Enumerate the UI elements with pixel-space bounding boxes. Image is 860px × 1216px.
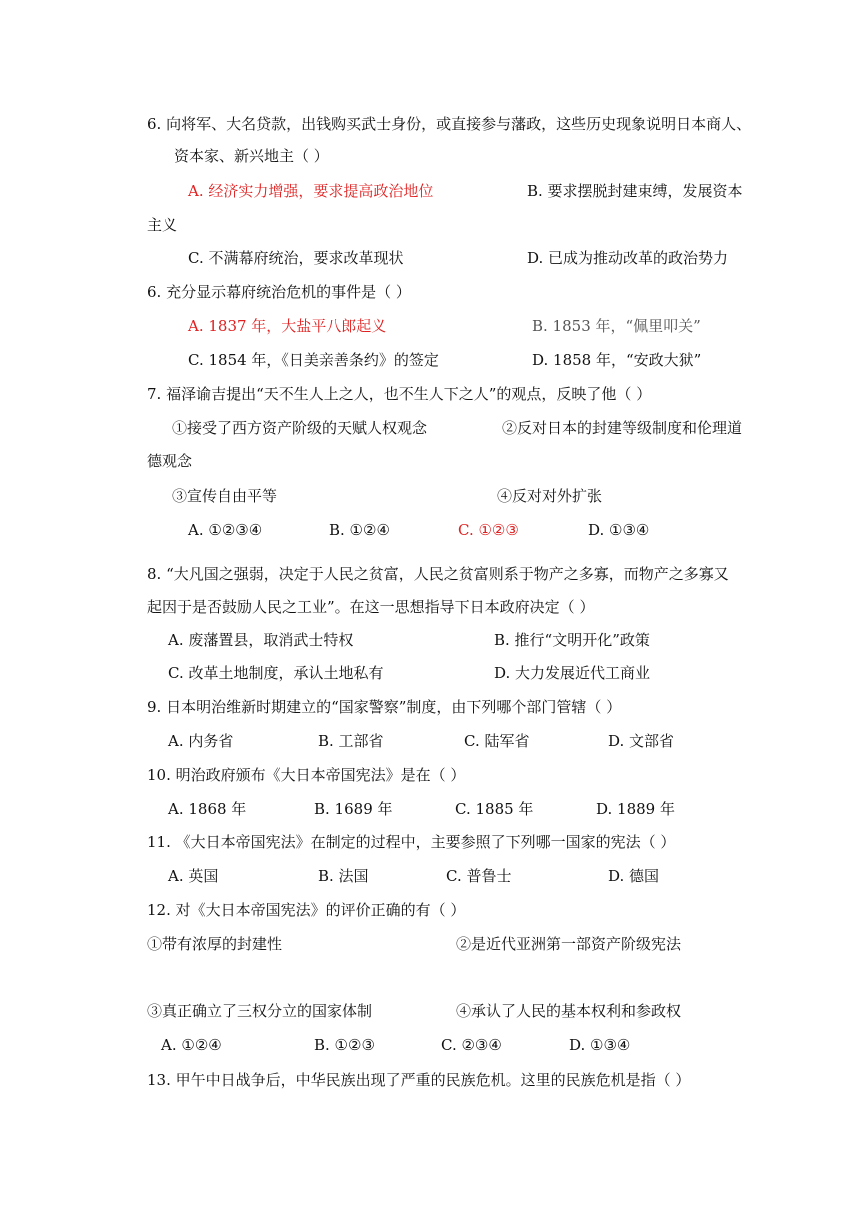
question-8-option-b: B. 推行“文明开化”政策 [494,631,650,649]
question-6b-option-d: D. 1858 年，“安政大狱” [532,351,702,369]
question-12-option-d: D. ①③④ [569,1036,631,1054]
question-11-option-c: C. 普鲁士 [446,867,512,885]
question-7-item-2: ②反对日本的封建等级制度和伦理道 [502,419,743,437]
question-7-stem: 7. 福泽谕吉提出“天不生人上之人，也不生人下之人”的观点，反映了他（ ） [147,385,652,403]
question-12-option-c: C. ②③④ [441,1036,502,1054]
question-6a-option-c: C. 不满幕府统治，要求改革现状 [188,249,404,267]
question-9-option-c: C. 陆军省 [464,732,530,750]
question-7-item-4: ④反对对外扩张 [497,487,603,505]
question-6a-stem: 6. 向将军、大名贷款，出钱购买武士身份，或直接参与藩政，这些历史现象说明日本商人、 [147,115,752,133]
question-12-item-1: ①带有浓厚的封建性 [147,935,283,953]
question-12-item-3: ③真正确立了三权分立的国家体制 [147,1002,373,1020]
question-7-item-2-cont: 德观念 [147,452,193,470]
question-7-option-c: C. ①②③ [458,521,519,539]
question-11-option-d: D. 德国 [608,867,660,885]
question-8-stem-cont: 起因于是否鼓励人民之工业”。在这一思想指导下日本政府决定（ ） [147,598,595,616]
question-9-option-a: A. 内务省 [168,732,234,750]
question-10-option-a: A. 1868 年 [168,800,247,818]
question-9-option-b: B. 工部省 [318,732,384,750]
question-6a-option-b-cont: 主义 [147,216,178,234]
question-11-option-a: A. 英国 [168,867,219,885]
question-6a-option-a: A. 经济实力增强，要求提高政治地位 [188,182,434,200]
question-11-stem: 11. 《大日本帝国宪法》在制定的过程中，主要参照了下列哪一国家的宪法（ ） [147,833,676,851]
question-12-option-b: B. ①②③ [314,1036,375,1054]
question-6b-option-c: C. 1854 年，《日美亲善条约》的签定 [188,351,439,369]
question-11-option-b: B. 法国 [318,867,369,885]
question-6a-option-d: D. 已成为推动改革的政治势力 [527,249,729,267]
question-13-stem: 13. 甲午中日战争后，中华民族出现了严重的民族危机。这里的民族危机是指（ ） [147,1071,691,1089]
question-6a-option-b: B. 要求摆脱封建束缚，发展资本 [527,182,743,200]
question-7-option-a: A. ①②③④ [188,521,263,539]
question-12-stem: 12. 对《大日本帝国宪法》的评价正确的有（ ） [147,901,466,919]
question-10-option-b: B. 1689 年 [314,800,393,818]
question-8-option-a: A. 废藩置县，取消武士特权 [168,631,354,649]
question-6b-option-a: A. 1837 年，大盐平八郎起义 [188,317,387,335]
question-9-option-d: D. 文部省 [608,732,675,750]
question-12-item-4: ④承认了人民的基本权利和参政权 [456,1002,682,1020]
question-7-option-b: B. ①②④ [329,521,390,539]
question-7-option-d: D. ①③④ [588,521,650,539]
question-9-stem: 9. 日本明治维新时期建立的“国家警察”制度，由下列哪个部门管辖（ ） [147,698,622,716]
question-10-option-c: C. 1885 年 [455,800,534,818]
question-8-option-d: D. 大力发展近代工商业 [494,664,651,682]
question-12-option-a: A. ①②④ [161,1036,222,1054]
question-10-stem: 10. 明治政府颁布《大日本帝国宪法》是在（ ） [147,766,466,784]
question-7-item-3: ③宣传自由平等 [172,487,278,505]
question-10-option-d: D. 1889 年 [596,800,675,818]
question-8-stem: 8. “大凡国之强弱，决定于人民之贫富，人民之贫富则系于物产之多寡，而物产之多寡又 [147,565,729,583]
question-6b-stem: 6. 充分显示幕府统治危机的事件是（ ） [147,283,411,301]
question-7-item-1: ①接受了西方资产阶级的天赋人权观念 [172,419,428,437]
question-6b-option-b: B. 1853 年，“佩里叩关” [532,317,701,335]
question-12-item-2: ②是近代亚洲第一部资产阶级宪法 [456,935,682,953]
question-6a-stem-cont: 资本家、新兴地主（ ） [174,147,329,165]
question-8-option-c: C. 改革土地制度，承认土地私有 [168,664,384,682]
